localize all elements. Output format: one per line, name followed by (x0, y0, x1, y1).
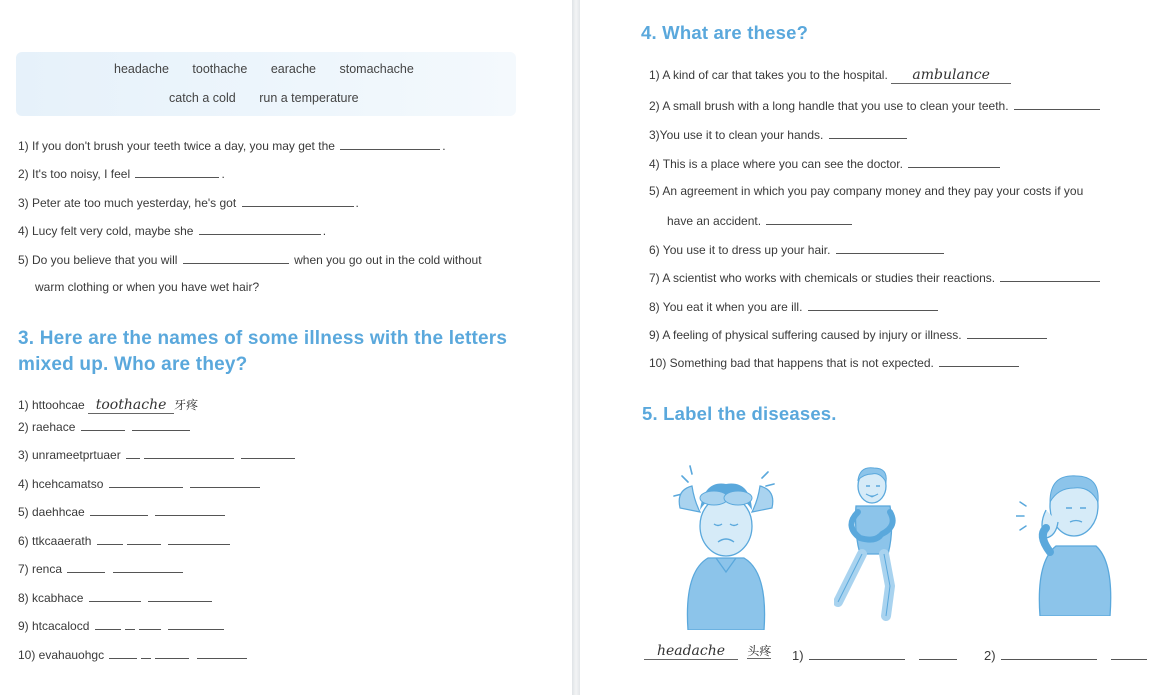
definition-8: 8) You eat it when you are ill. (649, 299, 940, 314)
answer-blank[interactable] (139, 618, 161, 630)
stomachache-figure-illustration (834, 462, 914, 622)
answer-blank[interactable] (97, 533, 123, 545)
definition-7: 7) A scientist who works with chemicals or studies their reactions. (649, 270, 1102, 285)
right-page (580, 0, 1157, 695)
answer-blank[interactable] (95, 618, 121, 630)
headache-figure-illustration (666, 460, 786, 630)
answer-blank[interactable] (127, 533, 161, 545)
answer-blank[interactable] (144, 447, 234, 459)
answer-blank[interactable] (135, 166, 219, 178)
answer-blank[interactable] (148, 590, 212, 602)
answer-blank[interactable] (829, 127, 907, 139)
scramble-item-8: 8) kcabhace (18, 590, 214, 605)
answer-blank[interactable] (1001, 648, 1097, 660)
chinese-translation: 头疼 (747, 644, 772, 658)
definition-6: 6) You use it to dress up your hair. (649, 242, 946, 257)
scramble-answer-1[interactable]: toothache (88, 397, 174, 414)
answer-blank[interactable] (67, 561, 105, 573)
fill-in-1: 1) If you don't brush your teeth twice a day, you may get the . (18, 139, 446, 153)
label-2: 2) (984, 648, 1149, 663)
definition-2: 2) A small brush with a long handle that you use to clean your teeth. (649, 98, 1102, 113)
scramble-item-5: 5) daehhcae (18, 504, 227, 519)
answer-blank[interactable] (242, 195, 354, 207)
answer-blank[interactable] (89, 590, 141, 602)
answer-blank[interactable] (168, 618, 224, 630)
fill-in-5: 5) Do you believe that you will when you go out in the cold without (18, 253, 482, 267)
answer-blank[interactable] (241, 447, 295, 459)
definition-1: 1) A kind of car that takes you to the hospital. ambulance (649, 67, 1011, 84)
answer-blank[interactable] (125, 618, 135, 630)
word-run-a-temperature: run a temperature (259, 91, 359, 105)
answer-blank[interactable] (190, 476, 260, 488)
answer-blank[interactable] (109, 476, 183, 488)
answer-blank[interactable] (197, 647, 247, 659)
answer-blank[interactable] (109, 647, 137, 659)
label-example-answer[interactable]: headache (644, 643, 738, 660)
definition-5-continued: have an accident. (667, 213, 854, 228)
label-1: 1) (792, 648, 959, 663)
answer-blank[interactable] (808, 299, 938, 311)
scramble-item-2: 2) raehace (18, 419, 192, 434)
answer-blank[interactable] (836, 242, 944, 254)
answer-blank[interactable] (155, 504, 225, 516)
word-toothache: toothache (192, 62, 248, 76)
section-4-title: 4. What are these? (641, 22, 809, 43)
toothache-figure-illustration (1016, 466, 1126, 616)
scramble-item-6: 6) ttkcaaerath (18, 533, 232, 548)
answer-blank[interactable] (1111, 648, 1147, 660)
word-headache: headache (114, 62, 169, 76)
answer-blank[interactable] (919, 648, 957, 660)
definition-9: 9) A feeling of physical suffering caused by injury or illness. (649, 327, 1049, 342)
fill-in-3: 3) Peter ate too much yesterday, he's got . (18, 196, 359, 210)
fill-in-4: 4) Lucy felt very cold, maybe she . (18, 224, 327, 238)
answer-blank[interactable] (1014, 98, 1100, 110)
scramble-item-3: 3) unrameetprtuaer (18, 447, 297, 462)
word-stomachache: stomachache (339, 62, 414, 76)
answer-blank[interactable] (340, 138, 440, 150)
section-5-title: 5. Label the diseases. (642, 403, 837, 424)
answer-blank[interactable] (939, 355, 1019, 367)
scramble-item-9: 9) htcacalocd (18, 618, 226, 633)
answer-blank[interactable] (155, 647, 189, 659)
answer-blank[interactable] (967, 327, 1047, 339)
answer-blank[interactable] (908, 156, 1000, 168)
definition-10: 10) Something bad that happens that is not expected. (649, 355, 1021, 370)
answer-blank[interactable] (126, 447, 140, 459)
fill-in-2: 2) It's too noisy, I feel . (18, 167, 225, 181)
section-3-title: 3. Here are the names of some illness with the letters mixed up. Who are they? (18, 328, 508, 375)
definition-5: 5) An agreement in which you pay company money and they pay your costs if you (649, 184, 1084, 198)
word-earache: earache (270, 62, 316, 76)
answer-blank[interactable] (113, 561, 183, 573)
answer-blank[interactable] (141, 647, 151, 659)
definition-3: 3)You use it to clean your hands. (649, 127, 909, 142)
answer-blank[interactable] (132, 419, 190, 431)
label-example (644, 642, 771, 660)
word-box-row-1 (114, 62, 434, 76)
scramble-item-4: 4) hcehcamatso (18, 476, 262, 491)
scramble-item-1: 1) httoohcae toothache 牙疼 (18, 397, 199, 413)
scramble-item-7: 7) renca (18, 561, 185, 576)
page-gutter (572, 0, 580, 695)
answer-blank[interactable] (1000, 270, 1100, 282)
answer-blank[interactable] (199, 223, 321, 235)
answer-blank[interactable] (809, 648, 905, 660)
answer-blank[interactable] (81, 419, 125, 431)
word-box-row-2 (169, 91, 379, 105)
chinese-translation: 牙疼 (174, 398, 199, 412)
scramble-item-10: 10) evahauohgc (18, 647, 249, 662)
answer-blank[interactable] (168, 533, 230, 545)
definition-answer-1[interactable]: ambulance (891, 67, 1011, 84)
word-catch-a-cold: catch a cold (169, 91, 236, 105)
left-page (0, 0, 572, 695)
answer-blank[interactable] (183, 252, 289, 264)
fill-in-5-continued: warm clothing or when you have wet hair? (35, 280, 260, 294)
answer-blank[interactable] (90, 504, 148, 516)
answer-blank[interactable] (766, 213, 852, 225)
definition-4: 4) This is a place where you can see the doctor. (649, 156, 1002, 171)
